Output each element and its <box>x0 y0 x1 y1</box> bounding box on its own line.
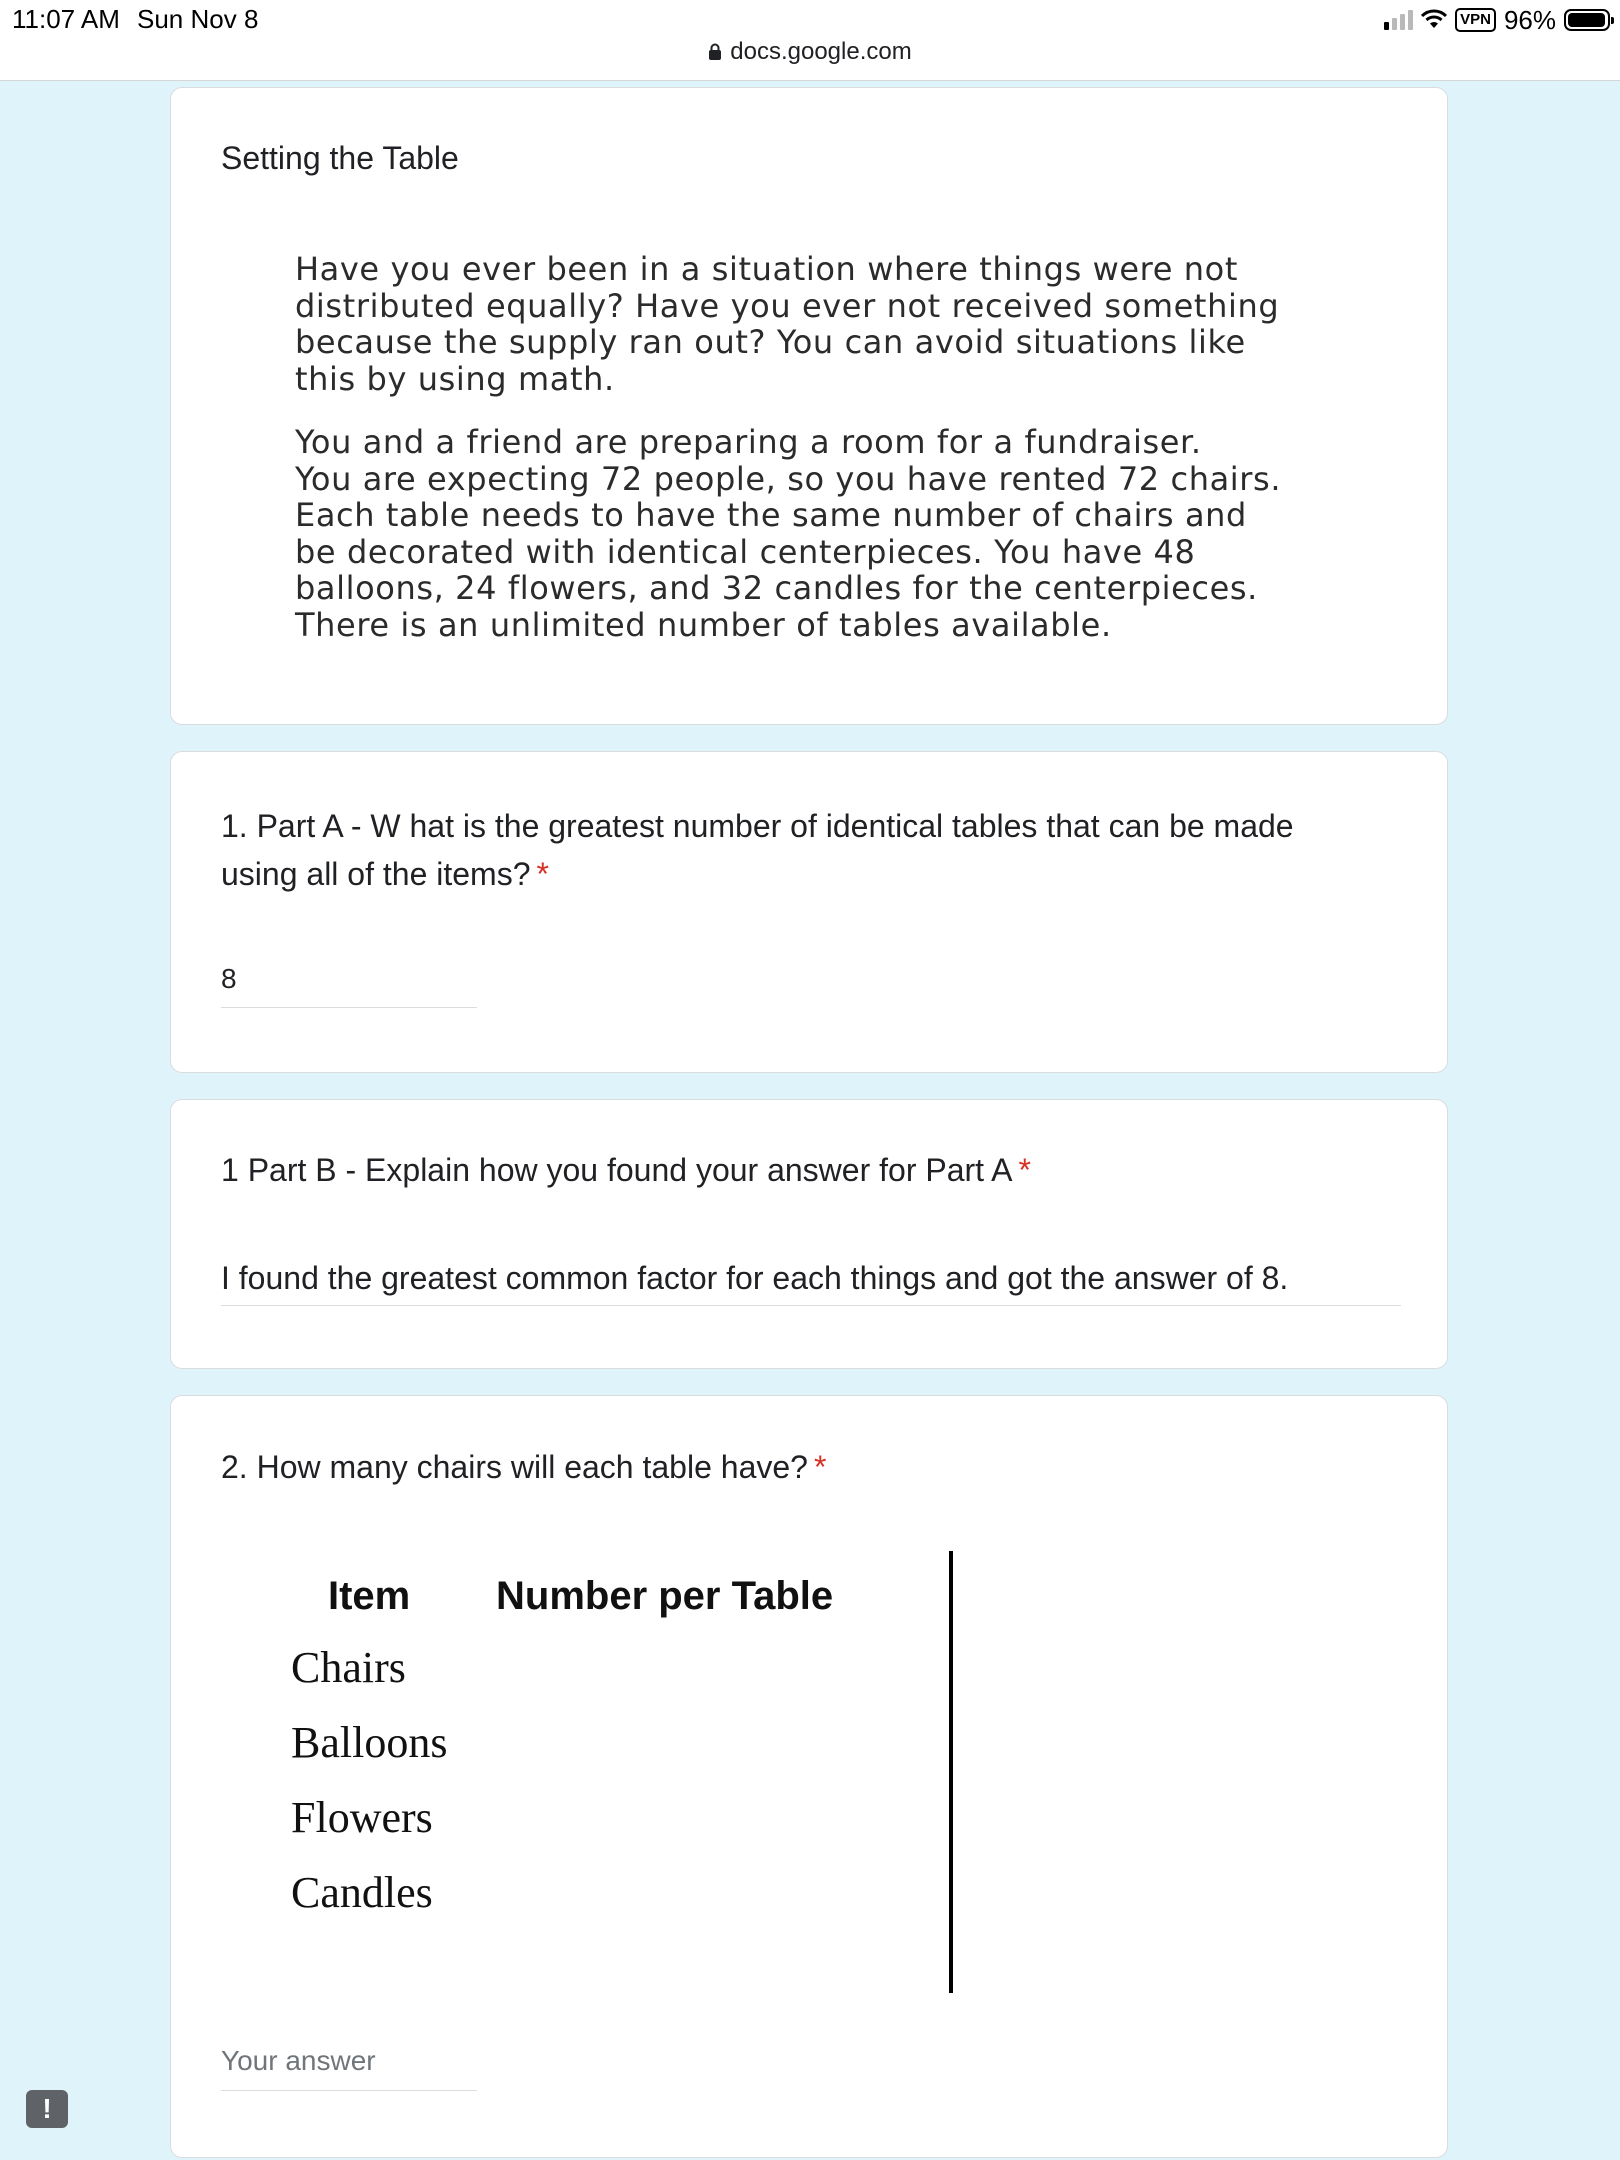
address-bar[interactable] <box>0 38 1620 68</box>
answer-underline <box>221 2090 477 2091</box>
paragraph-line: because the supply ran out? You can avoid situations like <box>295 323 1246 361</box>
wifi-icon <box>1421 5 1447 36</box>
question-title: 2. How many chairs will each table have? * <box>221 1449 827 1485</box>
status-time: 11:07 AM <box>12 4 120 34</box>
battery-percent: 96% <box>1503 4 1556 35</box>
status-date: Sun Nov 8 <box>137 4 259 34</box>
intro-paragraph-1 <box>295 251 1415 397</box>
answer-underline <box>221 1305 1401 1306</box>
question-card-1b <box>170 1099 1448 1369</box>
paragraph-line: Each table needs to have the same number of chairs and <box>295 496 1247 534</box>
table-row-item: Chairs <box>291 1643 406 1692</box>
status-indicators <box>1384 4 1610 36</box>
question-card-1a <box>170 751 1448 1073</box>
table-row-item: Balloons <box>291 1718 448 1767</box>
paragraph-line: this by using math. <box>295 359 615 398</box>
answer-input[interactable]: Your answer <box>221 2045 376 2076</box>
answer-input[interactable]: I found the greatest common factor for each things and got the answer of 8. <box>221 1260 1289 1296</box>
answer-underline <box>221 1007 477 1008</box>
paragraph-line: balloons, 24 flowers, and 32 candles for the centerpieces. <box>295 569 1258 607</box>
answer-input[interactable]: 8 <box>221 963 237 994</box>
question-title-line: 1. Part A - W hat is the greatest number of identical tables that can be made <box>221 808 1294 844</box>
required-asterisk: * <box>536 856 549 892</box>
paragraph-line: distributed equally? Have you ever not received something <box>295 286 1280 325</box>
table-header-item: Item <box>328 1574 411 1618</box>
paragraph-line: be decorated with identical centerpieces. You have 48 <box>295 532 1196 571</box>
cellular-signal-icon <box>1384 10 1413 30</box>
question-title-line: using all of the items? * <box>221 856 549 892</box>
paragraph-line: You and a friend are preparing a room for a fundraiser. <box>295 423 1202 461</box>
paragraph-line: You are expecting 72 people, so you have rented 72 chairs. <box>295 459 1282 498</box>
intro-paragraph-2 <box>295 424 1415 643</box>
status-bar <box>0 0 1620 81</box>
required-asterisk: * <box>1018 1152 1031 1188</box>
question-title: 1 Part B - Explain how you found your answer for Part A * <box>221 1152 1031 1188</box>
paragraph-line: Have you ever been in a situation where things were not <box>295 250 1238 288</box>
required-asterisk: * <box>813 1449 827 1485</box>
battery-icon <box>1564 9 1610 31</box>
table-divider-line <box>949 1551 953 1993</box>
intro-card <box>170 87 1448 725</box>
table-row-item: Flowers <box>291 1793 433 1842</box>
question-title <box>221 802 1294 898</box>
vpn-badge: VPN <box>1455 8 1496 32</box>
feedback-icon[interactable]: ! <box>26 2090 68 2128</box>
url-text: docs.google.com <box>730 38 912 65</box>
table-header-number: Number per Table <box>496 1574 834 1618</box>
lock-icon <box>708 40 722 68</box>
question-card-2 <box>170 1395 1448 2158</box>
paragraph-line: There is an unlimited number of tables available. <box>295 605 1112 644</box>
page-title: Setting the Table <box>221 140 459 176</box>
table-row-item: Candles <box>291 1868 433 1917</box>
